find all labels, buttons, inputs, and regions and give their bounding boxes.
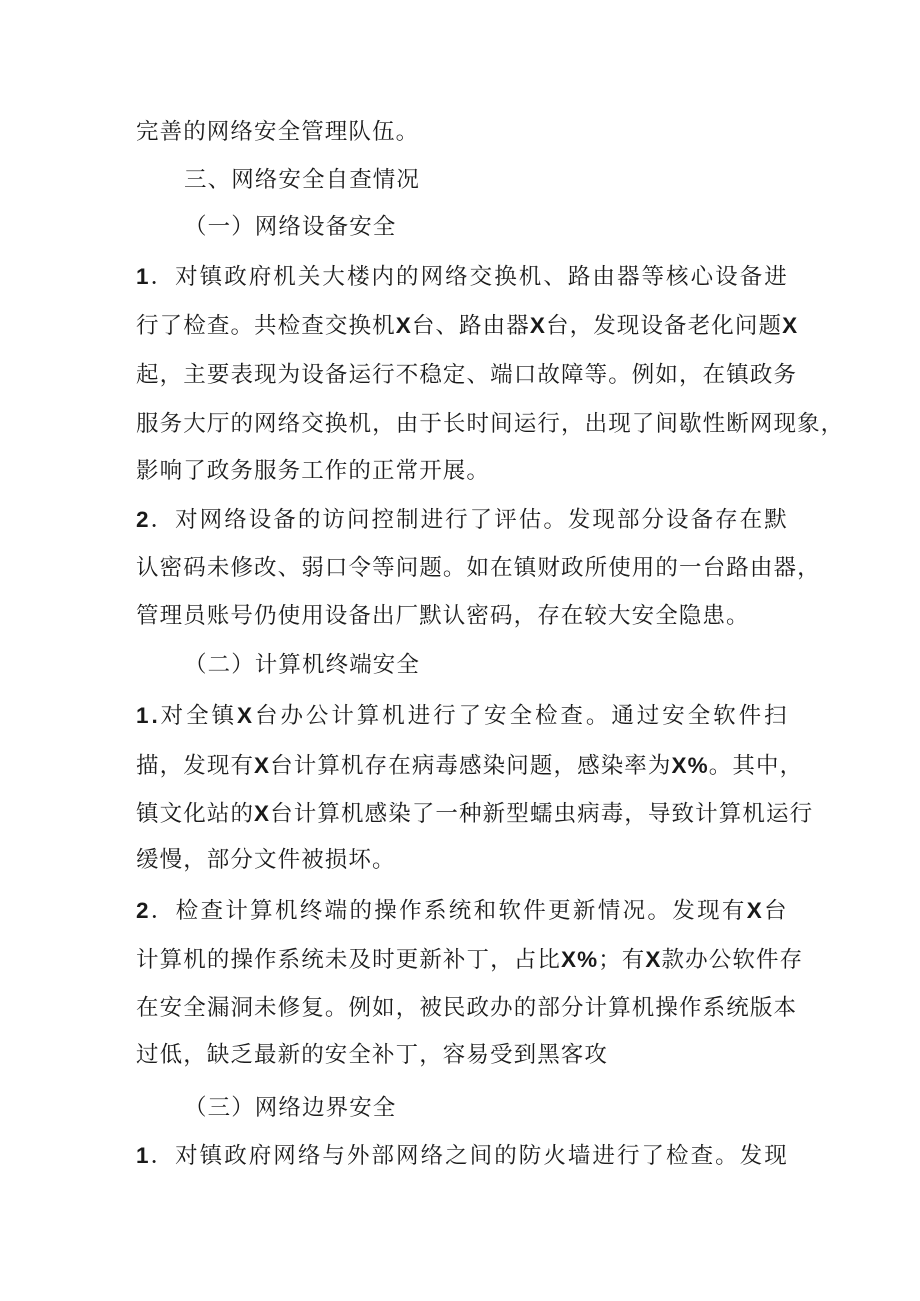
- text-line: 管理员账号仍使用设备出厂默认密码，存在较大安全隐患。: [136, 603, 750, 629]
- text-line: 服 务 大 厅 的 网 络 交 换 机 ， 由 于 长 时 间 运 行 ， 出 现 了 间 歇 性 断 网 现 象 ，: [136, 411, 845, 437]
- text-line: 认 密 码 未 修 改 、 弱 口 令 等 问 题 。 如 在 镇 财 政 所 使 用 的 一 台 路 由 器 ，: [136, 555, 821, 581]
- text-line: 行 了 检 查 。 共 检 查 交 换 机 X 台 、 路 由 器 X 台 ， 发 现 设 备 老 化 问 题 X: [136, 313, 799, 339]
- text-line: 镇 文 化 站 的 X 台 计 算 机 感 染 了 一 种 新 型 蠕 虫 病 毒 ， 导 致 计 算 机 运 行: [136, 801, 814, 827]
- text-line: 过低，缺乏最新的安全补丁，容易受到黑客攻: [136, 1042, 609, 1068]
- text-line: 起 ， 主 要 表 现 为 设 备 运 行 不 稳 定 、 端 口 故 障 等 。 例 如 ， 在 镇 政 务: [136, 362, 798, 388]
- text-line: 在 安 全 漏 洞 未 修 复 。 例 如 ， 被 民 政 办 的 部 分 计 算 机 操 作 系 统 版 本: [136, 995, 798, 1021]
- text-line: 1 ． 对 镇 政 府 机 关 大 楼 内 的 网 络 交 换 机 、 路 由 器 等 核 心 设 备 进: [136, 264, 788, 290]
- section-heading: 三、网络安全自查情况: [184, 167, 421, 193]
- text-line: 2 ． 检 查 计 算 机 终 端 的 操 作 系 统 和 软 件 更 新 情 况 。 发 现 有 X 台: [136, 898, 788, 924]
- subsection-heading: （三）网络边界安全: [184, 1095, 397, 1121]
- subsection-heading: （一）网络设备安全: [184, 214, 397, 240]
- subsection-heading: （二）计算机终端安全: [184, 652, 421, 678]
- text-line: 计 算 机 的 操 作 系 统 未 及 时 更 新 补 丁 ， 占 比 X % ； 有 X 款 办 公 软 件 存: [136, 947, 804, 973]
- text-line: 影响了政务服务工作的正常开展。: [136, 458, 491, 484]
- text-line: 1 . 对 全 镇 X 台 办 公 计 算 机 进 行 了 安 全 检 查 。 通 过 安 全 软 件 扫: [136, 703, 788, 729]
- text-line: 完善的网络安全管理队伍。: [136, 119, 420, 145]
- text-line: 缓慢，部分文件被损坏。: [136, 847, 396, 873]
- text-line: 2 ． 对 网 络 设 备 的 访 问 控 制 进 行 了 评 估 。 发 现 部 分 设 备 存 在 默: [136, 507, 788, 533]
- text-line: 1 ． 对 镇 政 府 网 络 与 外 部 网 络 之 间 的 防 火 墙 进 行 了 检 查 。 发 现: [136, 1143, 788, 1169]
- text-line: 描 ， 发 现 有 X 台 计 算 机 存 在 病 毒 感 染 问 题 ， 感 染 率 为 X % 。 其 中 ，: [136, 753, 804, 779]
